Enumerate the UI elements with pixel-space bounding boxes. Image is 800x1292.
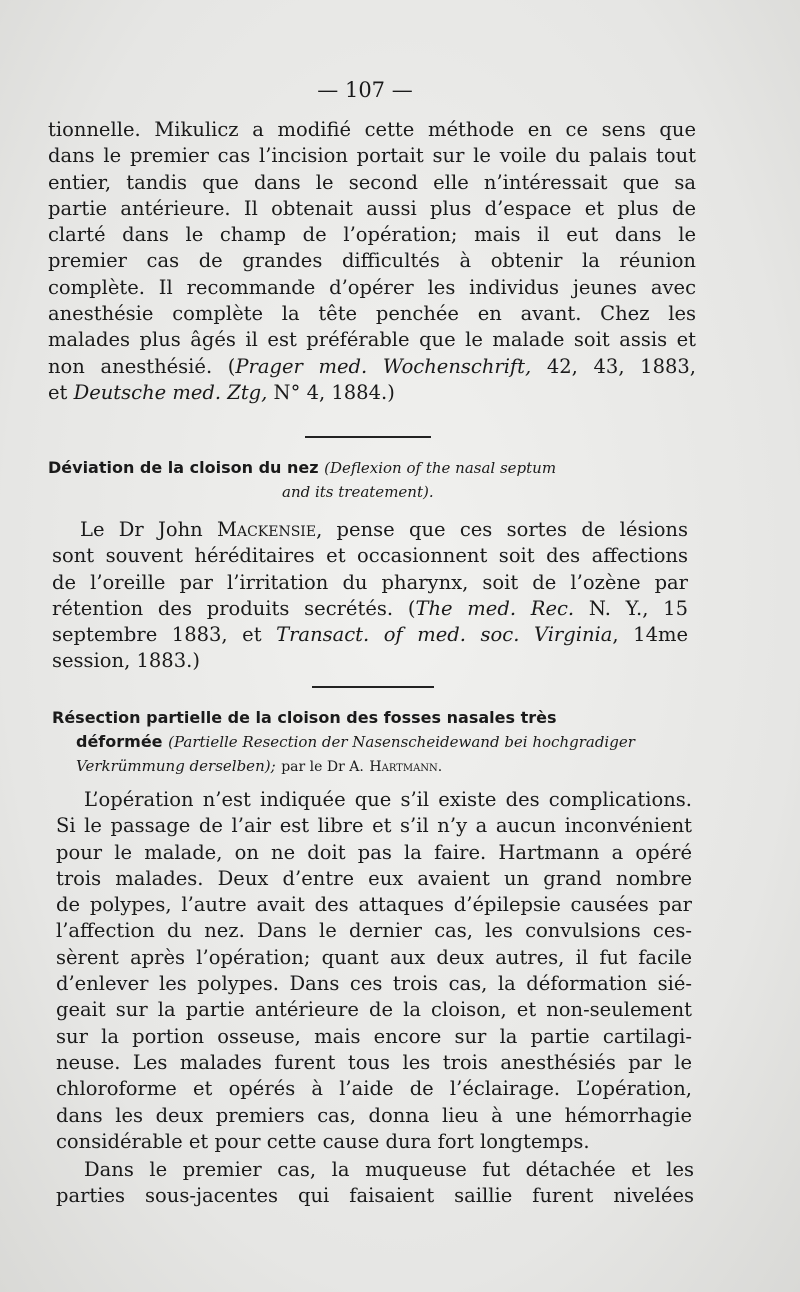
page-number: — 107 — (317, 78, 413, 102)
text-line: complète. Il recommande d’opérer les individus jeunes avec (48, 275, 696, 299)
text-line: chloroforme et opérés à l’aide de l’éclairage. L’opération, (56, 1077, 692, 1101)
text-line: non anesthésié. (Prager med. Wochenschrift, 42, 43, 1883, (48, 354, 696, 378)
text-line: dans les deux premiers cas, donna lieu à une hémorrhagie (56, 1103, 692, 1127)
section-divider (305, 436, 431, 438)
text-line: dans le premier cas l’incision portait sur le voile du palais tout (48, 144, 696, 168)
paragraph-2 (52, 517, 688, 675)
paragraph-1 (48, 117, 696, 406)
text-line: sèrent après l’opération; quant aux deux autres, il fut facile (56, 945, 692, 969)
text-line: rétention des produits secrétés. (The med. Rec. N. Y., 15 (52, 596, 688, 620)
citation: Deutsche med. Ztg, (73, 380, 268, 404)
text-line: Dans le premier cas, la muqueuse fut détachée et les (84, 1158, 694, 1181)
text-line: L’opération n’est indiquée que s’il existe des complications. (84, 788, 692, 811)
citation: Prager med. Wochenschrift, (235, 354, 532, 378)
section-heading-1-cont: and its treatement). (282, 483, 434, 501)
text-line: geait sur la partie antérieure de la cloison, et non-seulement (56, 998, 692, 1022)
text-line: clarté dans le champ de l’opération; mais il eut dans le (48, 223, 696, 247)
text-line: anesthésie complète la tête penchée en avant. Chez les (48, 302, 696, 326)
text-line: de polypes, l’autre avait des attaques d’épilepsie causées par (56, 893, 692, 917)
section-heading-2: Résection partielle de la cloison des fosses nasales très (52, 708, 557, 727)
text-line: premier cas de grandes difficultés à obtenir la réunion (48, 249, 696, 273)
section-heading-1: Déviation de la cloison du nez (Deflexion of the nasal septum (48, 458, 557, 477)
text-line: session, 1883.) (52, 649, 200, 673)
section-divider (312, 686, 434, 688)
text-line: sur la portion osseuse, mais encore sur la partie cartilagi- (56, 1024, 692, 1048)
text-line: malades plus âgés il est préférable que le malade soit assis et (48, 328, 696, 352)
text-line: considérable et pour cette cause dura fort longtemps. (56, 1129, 590, 1153)
author-name: Hartmann. (369, 759, 443, 775)
paragraph-3 (56, 787, 692, 1155)
text-line: d’enlever les polypes. Dans ces trois cas, la déformation sié- (56, 972, 692, 996)
section-heading-2-cont: déformée (Partielle Resection der Nasenscheidewand bei hochgradiger (76, 732, 635, 751)
section-heading-2-cont: Verkrümmung derselben); par le Dr A. Hartmann. (76, 757, 443, 775)
text-line: parties sous-jacentes qui faisaient saillie furent nivelées (56, 1184, 694, 1208)
text-line: sont souvent héréditaires et occasionnent soit des affections (52, 544, 688, 568)
text-line: entier, tandis que dans le second elle n’intéressait que sa (48, 170, 696, 194)
text-line: partie antérieure. Il obtenait aussi plus d’espace et plus de (48, 196, 696, 220)
text-line: et Deutsche med. Ztg, N° 4, 1884.) (48, 380, 395, 404)
text-line: l’affection du nez. Dans le dernier cas, les convulsions ces- (56, 919, 692, 943)
paragraph-4 (56, 1157, 694, 1210)
text-line: Le Dr John Mackensie, pense que ces sortes de lésions (80, 518, 688, 541)
text-line: de l’oreille par l’irritation du pharynx, soit de l’ozène par (52, 570, 688, 594)
text-line: septembre 1883, et Transact. of med. soc. Virginia, 14me (52, 623, 689, 647)
text-line: Si le passage de l’air est libre et s’il n’y a aucun inconvénient (56, 814, 692, 838)
text-line: tionnelle. Mikulicz a modifié cette méthode en ce sens que (48, 118, 696, 141)
author-name: Mackensie (217, 518, 317, 541)
text-line: trois malades. Deux d’entre eux avaient un grand nombre (56, 866, 692, 890)
text-line: neuse. Les malades furent tous les trois anesthésiés par le (56, 1050, 692, 1074)
text-line: pour le malade, on ne doit pas la faire. Hartmann a opéré (56, 840, 692, 864)
